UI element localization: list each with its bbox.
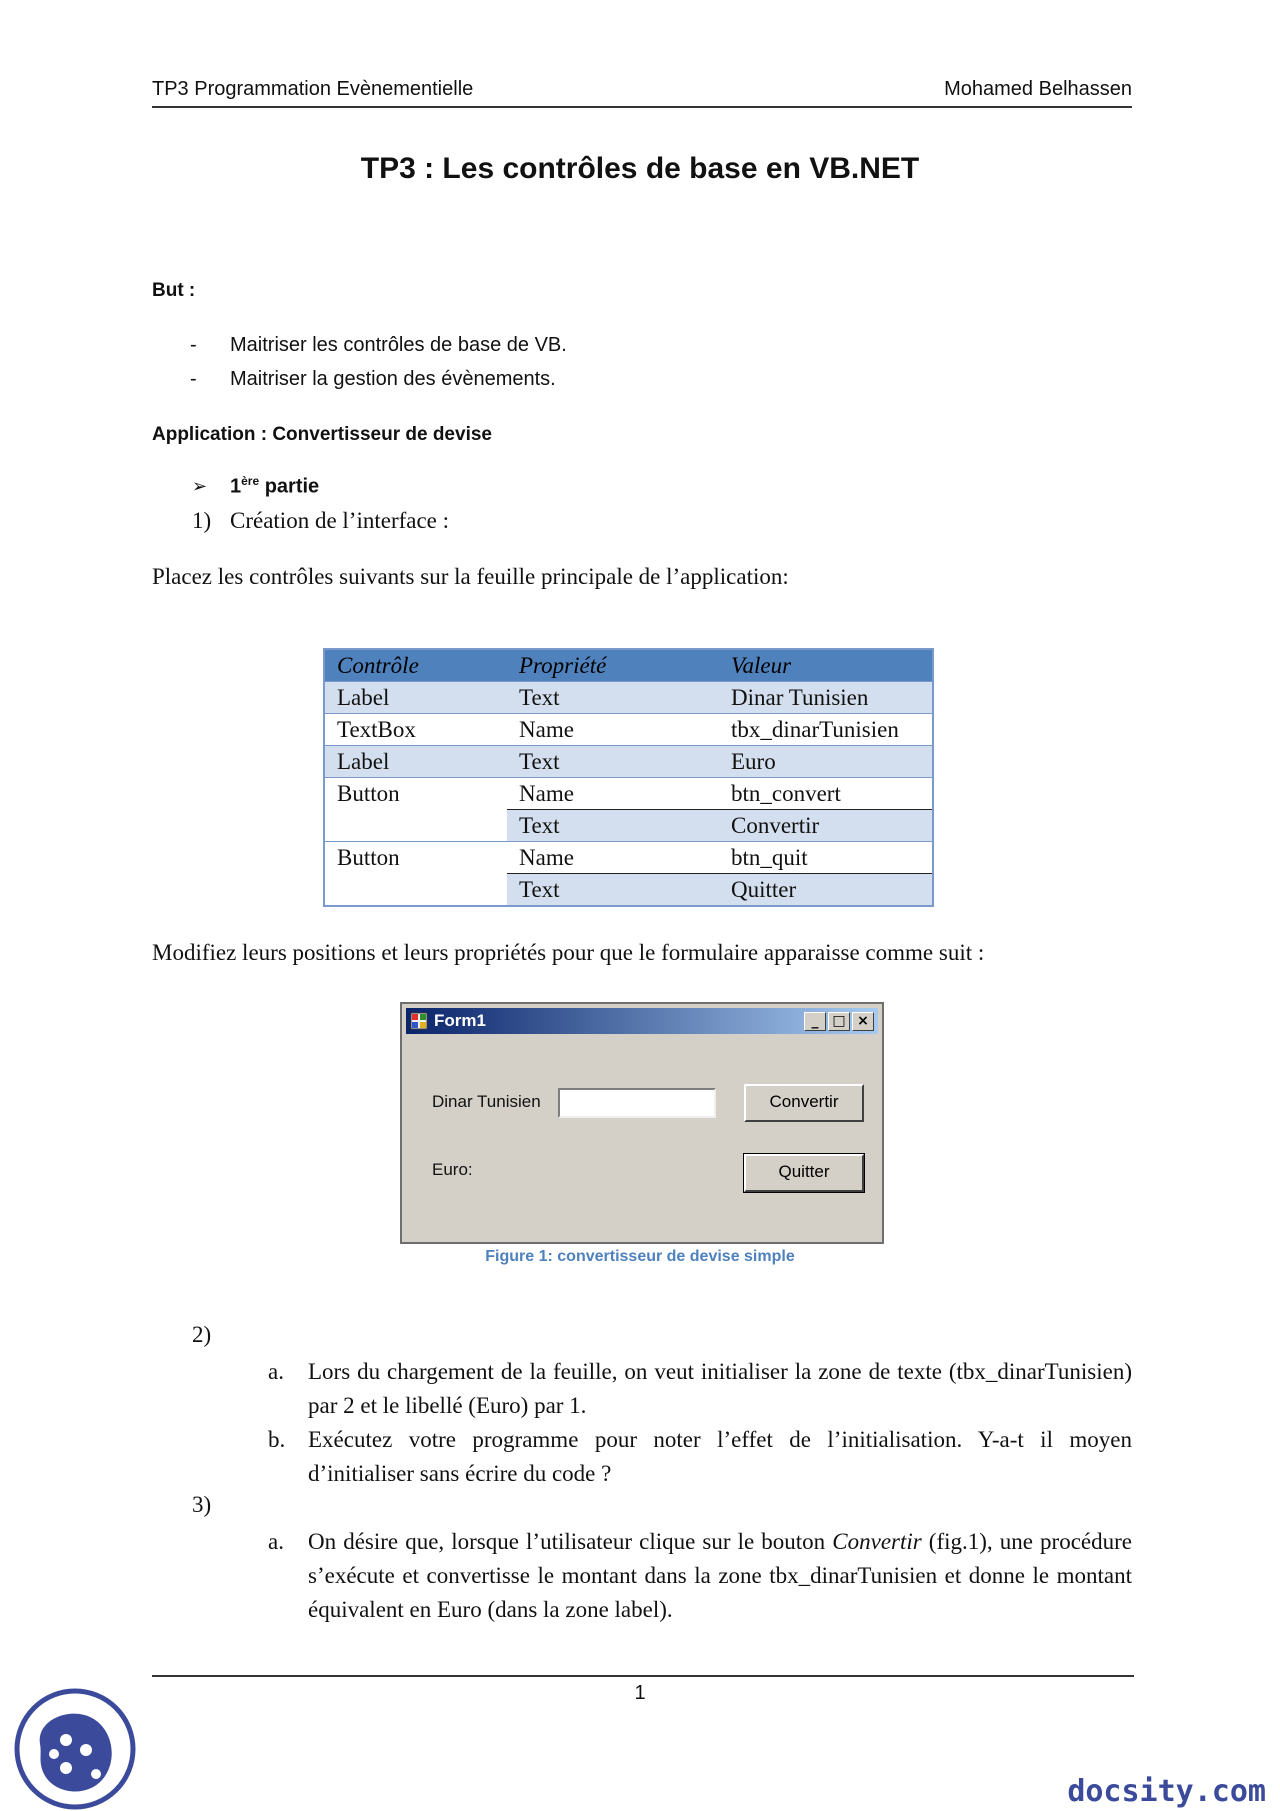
but-item-text: Maitriser les contrôles de base de VB.	[230, 334, 567, 356]
form1-window-screenshot	[400, 1002, 884, 1244]
item-letter: a.	[268, 1359, 284, 1384]
question-2a	[268, 1355, 1132, 1423]
part-label: 1ère partie	[230, 474, 320, 498]
minimize-icon: _	[804, 1012, 826, 1031]
table-cell	[324, 810, 507, 842]
table-row	[324, 874, 933, 907]
item-letter: a.	[268, 1529, 284, 1554]
form-app-icon	[410, 1012, 428, 1030]
question-3-number: 3)	[192, 1492, 212, 1517]
question-2-number: 2)	[192, 1322, 212, 1347]
table-cell: btn_convert	[719, 778, 933, 810]
docsity-watermark: docsity.com	[1067, 1774, 1266, 1809]
but-item-text: Maitriser la gestion des évènements.	[230, 368, 556, 390]
table-header-cell: Contrôle	[324, 649, 507, 682]
table-cell: Button	[324, 842, 507, 874]
table-cell: Name	[507, 714, 719, 746]
figure-caption: Figure 1: convertisseur de devise simple	[485, 1248, 795, 1265]
table-row	[324, 778, 933, 810]
table-row	[324, 714, 933, 746]
table-cell: Convertir	[719, 810, 933, 842]
step-number: 1)	[192, 508, 212, 533]
table-header-cell: Propriété	[507, 649, 719, 682]
table-cell: Name	[507, 842, 719, 874]
form-titlebar	[406, 1008, 878, 1034]
docsity-logo-icon	[14, 1688, 136, 1810]
modify-paragraph: Modifiez leurs positions et leurs propriétés pour que le formulaire apparaisse comme suit :	[152, 940, 985, 965]
table-cell: tbx_dinarTunisien	[719, 714, 933, 746]
table-cell: Label	[324, 682, 507, 714]
table-header-cell: Valeur	[719, 649, 933, 682]
item-text: Exécutez votre programme pour noter l’effet de l’initialisation. Y-a-t il moyen d’initialiser sans écrire du code ?	[308, 1427, 1132, 1486]
document-title: TP3 : Les contrôles de base en VB.NET	[360, 152, 920, 185]
table-cell: Text	[507, 746, 719, 778]
form-label-euro: Euro:	[432, 1160, 473, 1179]
item-text: Lors du chargement de la feuille, on veut initialiser la zone de texte (tbx_dinarTunisien) par 2 et le libellé (Euro) par 1.	[308, 1359, 1132, 1418]
table-header-row	[324, 649, 933, 682]
header-course-title: TP3 Programmation Evènementielle	[152, 78, 474, 100]
close-icon: ×	[852, 1012, 874, 1031]
table-row	[324, 682, 933, 714]
bullet-dash: -	[190, 368, 197, 390]
item-text: On désire que, lorsque l’utilisateur clique sur le bouton Convertir (fig.1), une procédure s’exécute et convertisse le montant dans la zone tbx_dinarTunisien et donne le montant équivalent en Euro (dans la zone label).	[308, 1529, 1132, 1622]
question-2b	[268, 1423, 1132, 1491]
table-row	[324, 842, 933, 874]
question-3a	[268, 1525, 1132, 1627]
footer-divider	[152, 1675, 1134, 1677]
table-cell: TextBox	[324, 714, 507, 746]
bullet-dash: -	[190, 334, 197, 356]
table-cell: Label	[324, 746, 507, 778]
controls-table	[323, 648, 934, 907]
form-textbox	[558, 1088, 716, 1118]
application-heading: Application : Convertisseur de devise	[152, 424, 492, 445]
form-convert-button: Convertir	[744, 1084, 864, 1122]
table-cell: Text	[507, 810, 719, 842]
intro-paragraph: Placez les contrôles suivants sur la feuille principale de l’application:	[152, 564, 789, 589]
step-text: Création de l’interface :	[230, 508, 450, 533]
page-number: 1	[634, 1682, 646, 1704]
table-cell: Button	[324, 778, 507, 810]
table-cell: Quitter	[719, 874, 933, 907]
table-cell	[324, 874, 507, 907]
table-cell: Name	[507, 778, 719, 810]
maximize-icon: □	[828, 1012, 850, 1031]
header-author: Mohamed Belhassen	[944, 78, 1132, 100]
table-cell: Dinar Tunisien	[719, 682, 933, 714]
table-cell: Text	[507, 874, 719, 907]
table-cell: Text	[507, 682, 719, 714]
form-title: Form1	[434, 1011, 486, 1030]
arrow-bullet-icon: ➢	[192, 476, 208, 496]
page-header	[152, 78, 1132, 108]
table-cell: btn_quit	[719, 842, 933, 874]
table-row	[324, 746, 933, 778]
table-cell: Euro	[719, 746, 933, 778]
form-quit-button: Quitter	[744, 1154, 864, 1192]
item-letter: b.	[268, 1427, 286, 1452]
table-row	[324, 810, 933, 842]
form-label-dinar: Dinar Tunisien	[432, 1092, 541, 1111]
but-heading: But :	[152, 280, 196, 301]
